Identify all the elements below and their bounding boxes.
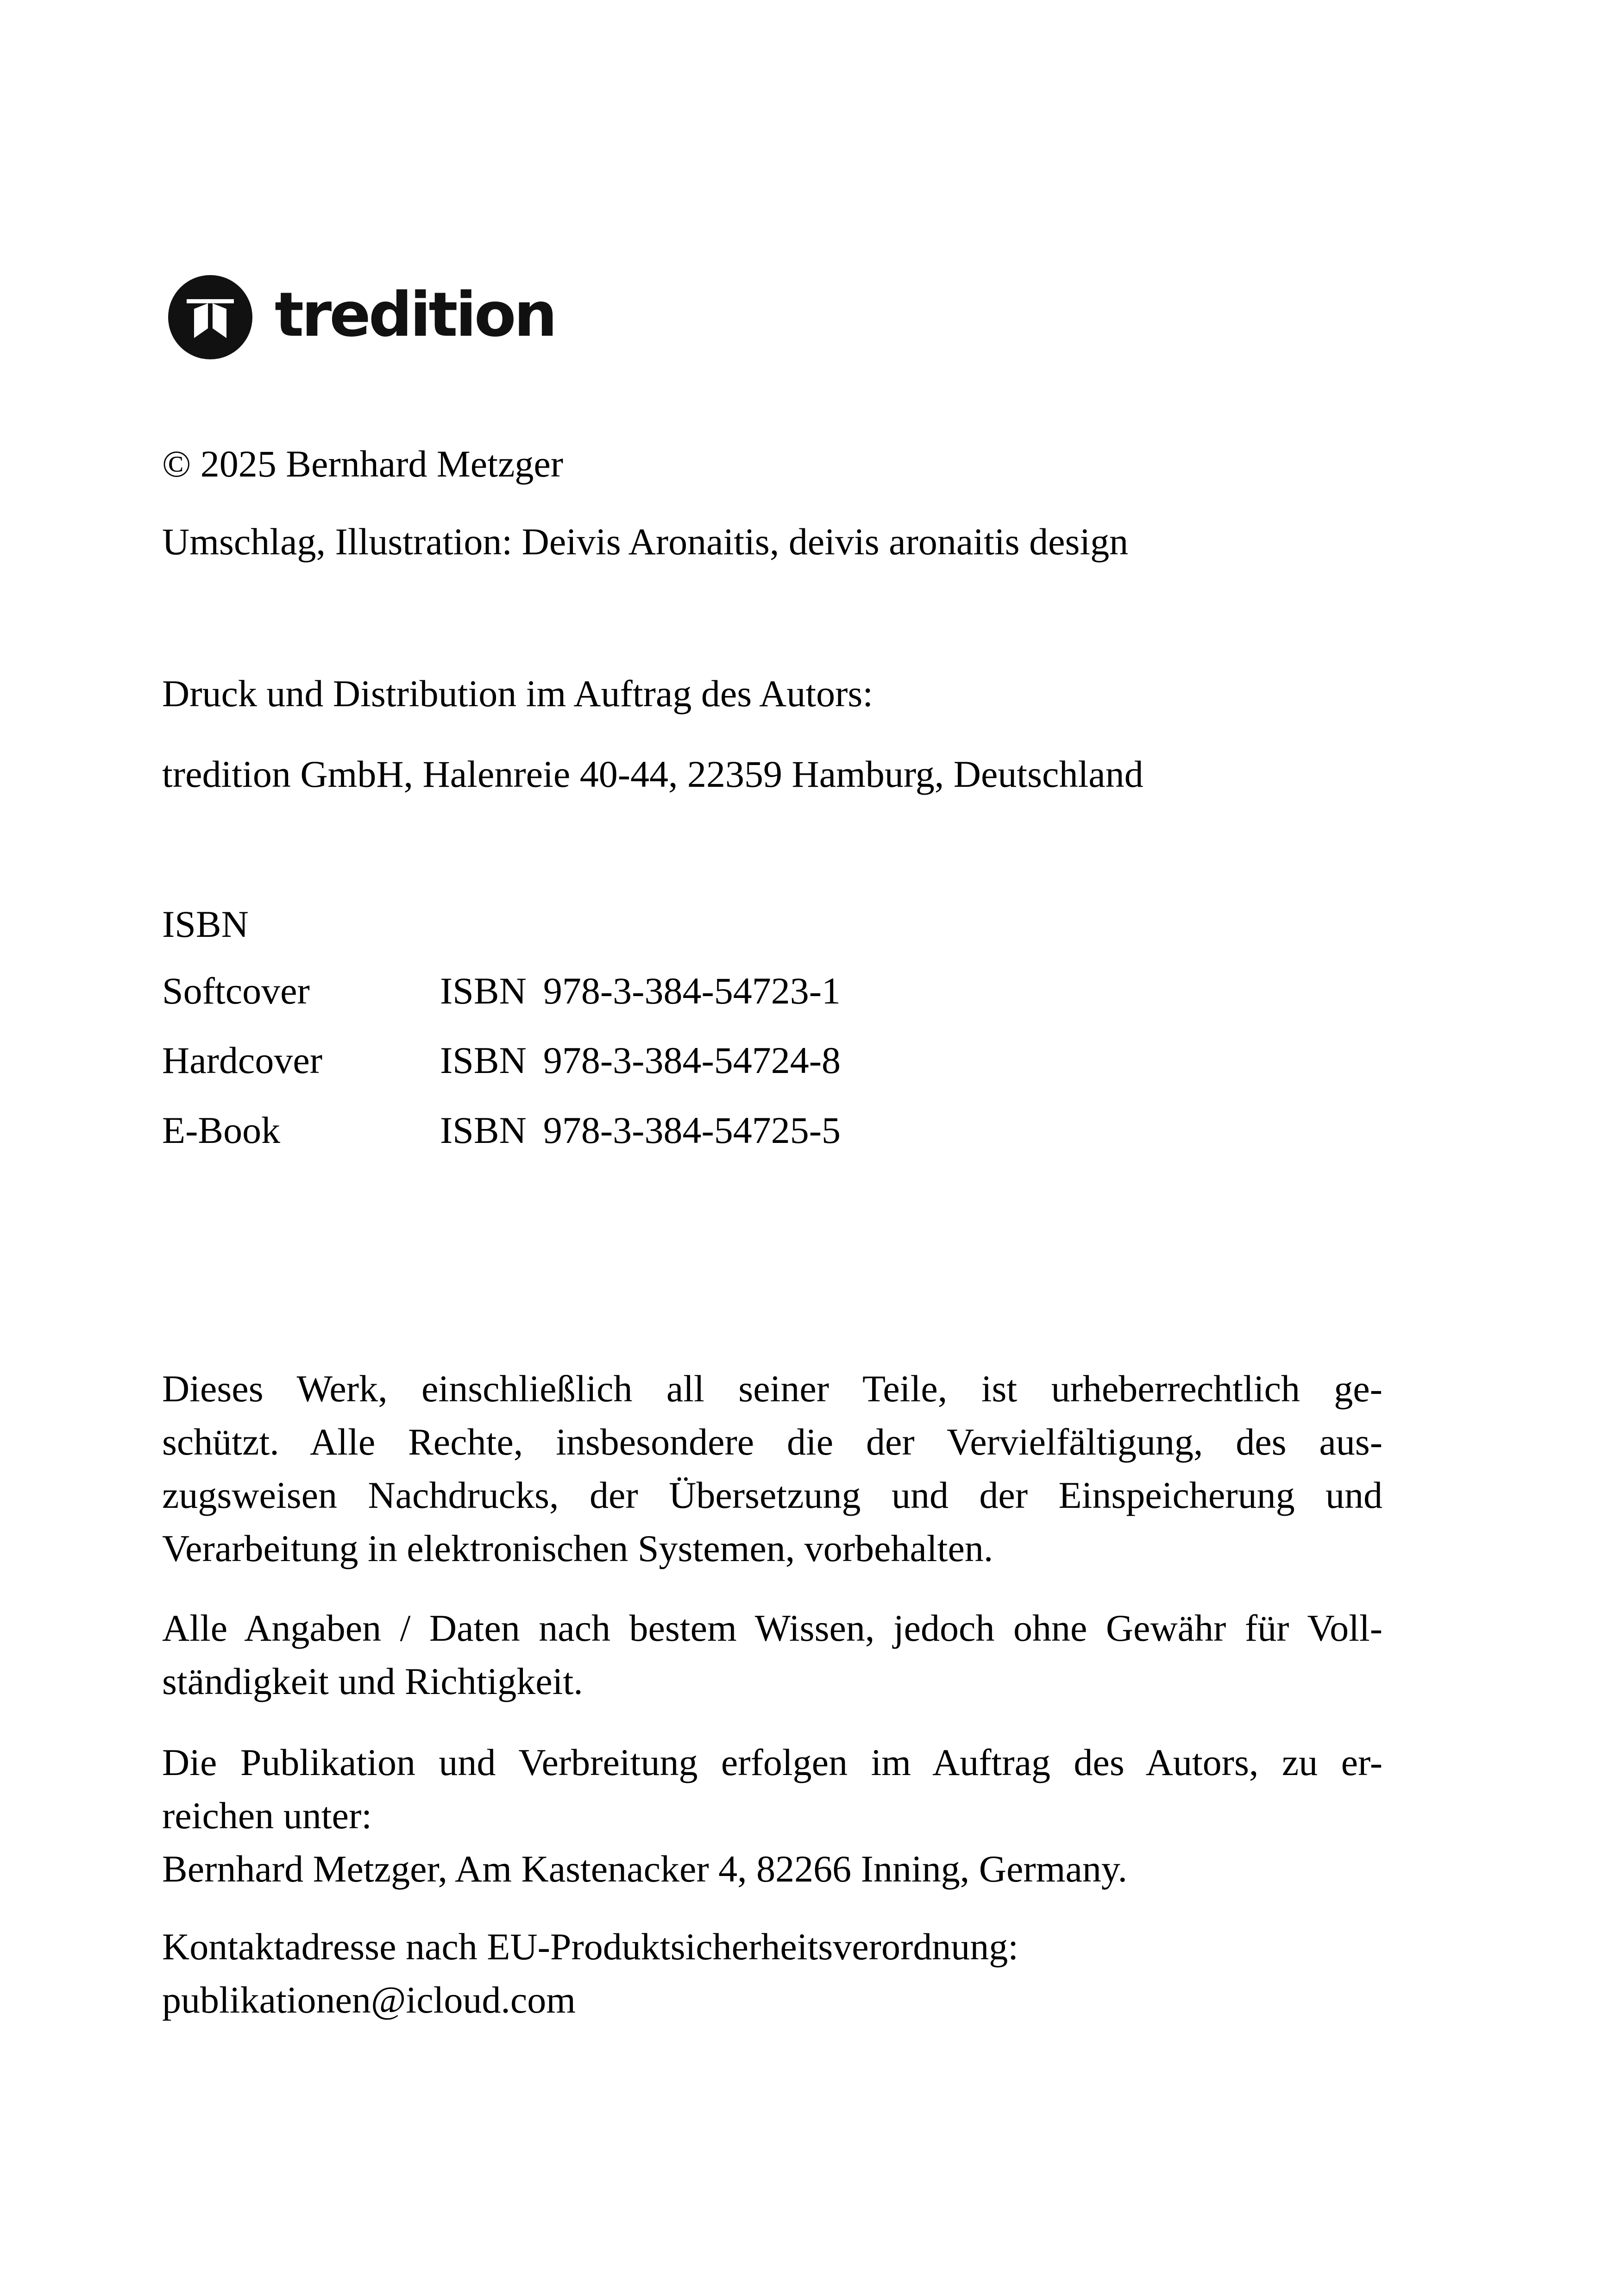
disclaimer-line: Alle Angaben / Daten nach bestem Wissen, jedoch ohne Gewähr für Voll- <box>162 1607 1382 1649</box>
legal-paragraph-line: Verarbeitung in elektronischen Systemen, vorbehalten. <box>162 1527 993 1569</box>
isbn-row-hardcover <box>162 1034 1382 1087</box>
isbn-number: 978-3-384-54723-1 <box>543 970 841 1012</box>
eu-contact-paragraph <box>162 1920 1382 2026</box>
publication-paragraph <box>162 1736 1382 1895</box>
copyright-line: © 2025 Bernhard Metzger <box>162 443 564 485</box>
publication-line: reichen unter: <box>162 1794 372 1837</box>
publisher-logo-wordmark: tredition <box>275 279 555 351</box>
author-address-line: Bernhard Metzger, Am Kastenacker 4, 82266 Inning, Germany. <box>162 1848 1128 1890</box>
isbn-row-ebook <box>162 1104 1382 1157</box>
eu-contact-line: Kontaktadresse nach EU-Produktsicherheitsverordnung: <box>162 1926 1019 1968</box>
contact-email-text: publikationen@icloud.com <box>162 1979 576 2021</box>
print-distribution-line: Druck und Distribution im Auftrag des Autors: <box>162 672 873 715</box>
cover-credit-line: Umschlag, Illustration: Deivis Aronaitis, deivis aronaitis design <box>162 521 1129 563</box>
isbn-word: ISBN <box>440 970 527 1012</box>
legal-paragraph-line: zugsweisen Nachdrucks, der Übersetzung und der Einspeicherung und <box>162 1474 1382 1516</box>
isbn-format-label: E-Book <box>162 1109 281 1151</box>
copyright-protection-paragraph <box>162 1362 1382 1575</box>
disclaimer-line: ständigkeit und Richtigkeit. <box>162 1660 583 1702</box>
legal-paragraph-line: Dieses Werk, einschließlich all seiner Teile, ist urheberrechtlich ge- <box>162 1368 1382 1410</box>
isbn-heading: ISBN <box>162 903 249 945</box>
isbn-word: ISBN <box>440 1109 527 1151</box>
isbn-value <box>440 964 841 1017</box>
isbn-format-label: Hardcover <box>162 1039 323 1081</box>
publisher-logo <box>168 275 555 359</box>
isbn-number: 978-3-384-54724-8 <box>543 1039 841 1081</box>
tredition-book-icon <box>168 275 252 359</box>
isbn-word: ISBN <box>440 1039 527 1081</box>
isbn-row-softcover <box>162 964 1382 1017</box>
legal-paragraph-line: schützt. Alle Rechte, insbesondere die der Vervielfältigung, des aus- <box>162 1421 1382 1463</box>
isbn-number: 978-3-384-54725-5 <box>543 1109 841 1151</box>
isbn-format-label: Softcover <box>162 970 310 1012</box>
publication-line: Die Publikation und Verbreitung erfolgen im Auftrag des Autors, zu er- <box>162 1741 1382 1783</box>
isbn-value <box>440 1034 841 1087</box>
publisher-address-line: tredition GmbH, Halenreie 40-44, 22359 Hamburg, Deutschland <box>162 753 1143 795</box>
isbn-value <box>440 1104 841 1157</box>
disclaimer-paragraph <box>162 1601 1382 1708</box>
